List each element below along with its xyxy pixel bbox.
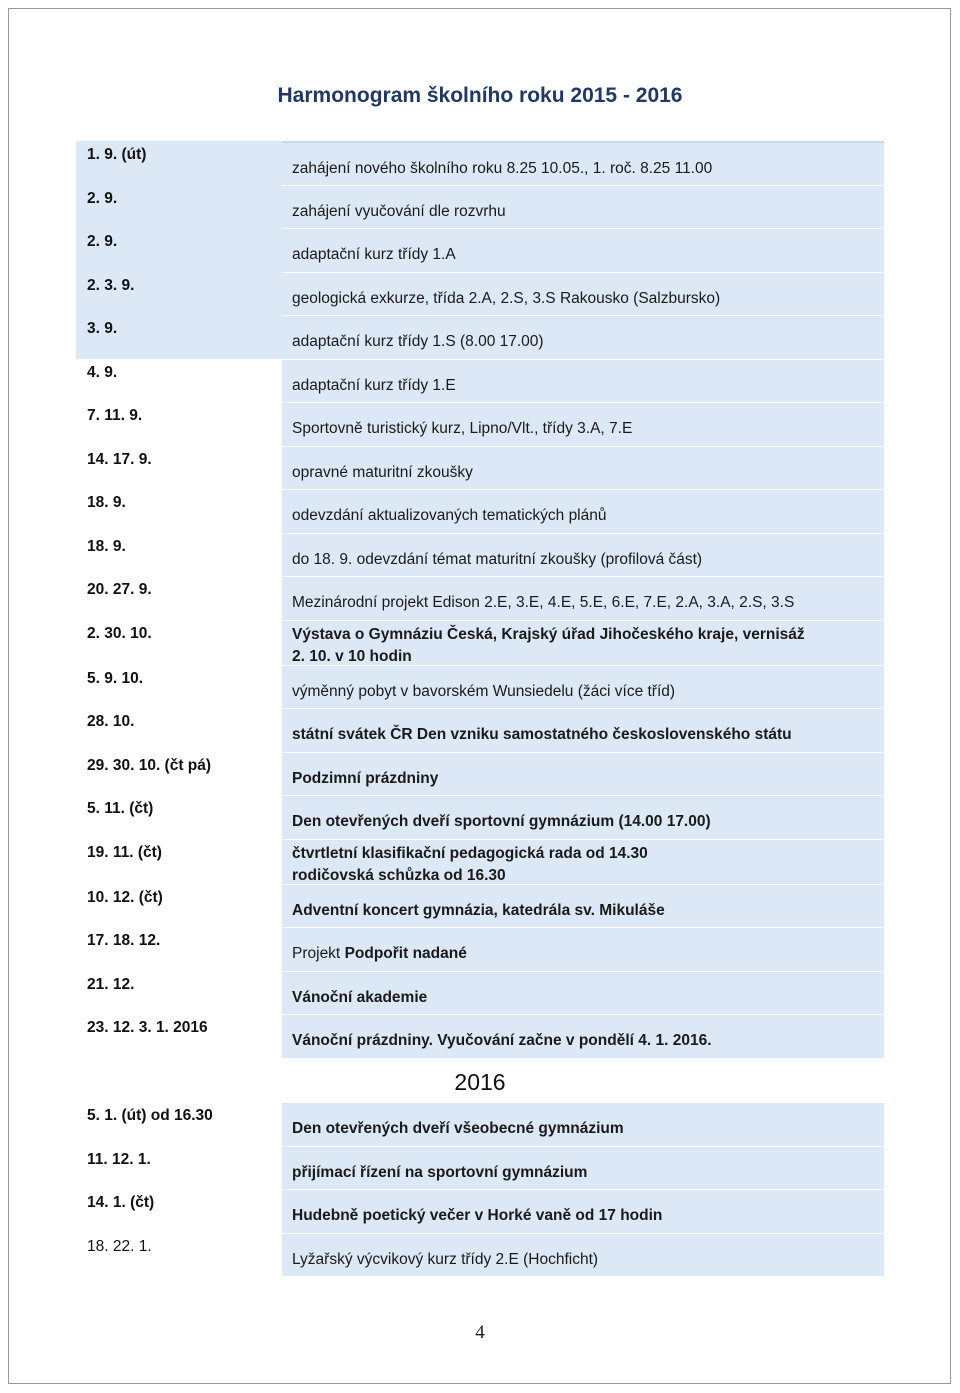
row-date: 14. 17. 9. (76, 446, 282, 490)
table-row (76, 141, 884, 185)
row-event (282, 620, 884, 665)
row-event: adaptační kurz třídy 1.E (282, 359, 884, 403)
row-date: 17. 18. 12. (76, 927, 282, 971)
row-event: Den otevřených dveří sportovní gymnázium (14.00 17.00) (282, 795, 884, 839)
row-date: 10. 12. (čt) (76, 884, 282, 928)
year-heading: 2016 (454, 1069, 506, 1095)
row-date: 3. 9. (76, 315, 282, 359)
row-date: 7. 11. 9. (76, 402, 282, 446)
row-event: Vánoční prázdniny. Vyučování začne v pondělí 4. 1. 2016. (282, 1014, 884, 1058)
table-row (76, 272, 884, 316)
event-line-2: rodičovská schůzka od 16.30 (292, 866, 506, 884)
row-event: adaptační kurz třídy 1.S (8.00 17.00) (282, 315, 884, 359)
row-date: 5. 1. (út) od 16.30 (76, 1102, 282, 1146)
table-row (76, 489, 884, 533)
row-date: 18. 9. (76, 489, 282, 533)
row-date: 28. 10. (76, 708, 282, 752)
row-event: geologická exkurze, třída 2.A, 2.S, 3.S Rakousko (Salzbursko) (282, 272, 884, 316)
table-row (76, 708, 884, 752)
row-date: 2. 9. (76, 228, 282, 272)
table-row (76, 1014, 884, 1058)
row-event: státní svátek ČR Den vzniku samostatného československého státu (282, 708, 884, 752)
row-event: Podzimní prázdniny (282, 752, 884, 796)
row-date: 14. 1. (čt) (76, 1189, 282, 1233)
row-event: Adventní koncert gymnázia, katedrála sv. Mikuláše (282, 884, 884, 928)
table-row (76, 402, 884, 446)
table-row (76, 228, 884, 272)
row-date: 2. 9. (76, 185, 282, 229)
table-row (76, 533, 884, 577)
page-title: Harmonogram školního roku 2015 - 2016 (277, 84, 683, 107)
row-date: 21. 12. (76, 971, 282, 1015)
row-event (282, 839, 884, 884)
row-event (282, 927, 884, 971)
row-event: přijímací řízení na sportovní gymnázium (282, 1146, 884, 1190)
row-date: 29. 30. 10. (čt pá) (76, 752, 282, 796)
table-row (76, 185, 884, 229)
row-event: odevzdání aktualizovaných tematických plánů (282, 489, 884, 533)
table-row (76, 359, 884, 403)
row-date: 1. 9. (út) (76, 141, 282, 185)
table-row (76, 839, 884, 884)
table-row (76, 795, 884, 839)
row-event: do 18. 9. odevzdání témat maturitní zkoušky (profilová část) (282, 533, 884, 577)
row-date: 23. 12. 3. 1. 2016 (76, 1014, 282, 1058)
row-event: zahájení vyučování dle rozvrhu (282, 185, 884, 229)
table-row (76, 1233, 884, 1277)
table-row (76, 927, 884, 971)
row-event: Sportovně turistický kurz, Lipno/Vlt., třídy 3.A, 7.E (282, 402, 884, 446)
event-bold-part: Podpořit nadané (344, 945, 467, 962)
event-line-1: čtvrtletní klasifikační pedagogická rada od 14.30 (292, 844, 648, 862)
table-row (76, 884, 884, 928)
row-event: Lyžařský výcvikový kurz třídy 2.E (Hochficht) (282, 1233, 884, 1277)
table-row (76, 620, 884, 665)
table-row (76, 752, 884, 796)
event-prefix: Projekt (292, 945, 345, 962)
table-row (76, 1189, 884, 1233)
row-date: 5. 11. (čt) (76, 795, 282, 839)
row-date: 4. 9. (76, 359, 282, 403)
row-date: 11. 12. 1. (76, 1146, 282, 1190)
row-date: 20. 27. 9. (76, 576, 282, 620)
row-event: Mezinárodní projekt Edison 2.E, 3.E, 4.E, 5.E, 6.E, 7.E, 2.A, 3.A, 2.S, 3.S (282, 576, 884, 620)
schedule-table (76, 141, 884, 1058)
schedule-table-2016 (76, 1102, 884, 1276)
event-line-1: Výstava o Gymnáziu Česká, Krajský úřad Jihočeského kraje, vernisáž (292, 625, 805, 643)
row-event: opravné maturitní zkoušky (282, 446, 884, 490)
table-row (76, 1102, 884, 1146)
table-row (76, 665, 884, 709)
table-row (76, 576, 884, 620)
row-date: 19. 11. (čt) (76, 839, 282, 884)
row-event: výměnný pobyt v bavorském Wunsiedelu (žáci více tříd) (282, 665, 884, 709)
row-event: Vánoční akademie (282, 971, 884, 1015)
row-event: Den otevřených dveří všeobecné gymnázium (282, 1102, 884, 1146)
table-row (76, 971, 884, 1015)
row-date: 2. 30. 10. (76, 620, 282, 665)
row-date: 18. 22. 1. (76, 1233, 282, 1277)
table-row (76, 446, 884, 490)
row-date: 5. 9. 10. (76, 665, 282, 709)
row-date: 2. 3. 9. (76, 272, 282, 316)
event-line-2: 2. 10. v 10 hodin (292, 647, 412, 665)
row-event: adaptační kurz třídy 1.A (282, 228, 884, 272)
table-row (76, 315, 884, 359)
row-event: Hudebně poetický večer v Horké vaně od 17 hodin (282, 1189, 884, 1233)
row-date: 18. 9. (76, 533, 282, 577)
row-event: zahájení nového školního roku 8.25 10.05., 1. roč. 8.25 11.00 (282, 141, 884, 185)
page-number: 4 (475, 1322, 485, 1343)
table-row (76, 1146, 884, 1190)
